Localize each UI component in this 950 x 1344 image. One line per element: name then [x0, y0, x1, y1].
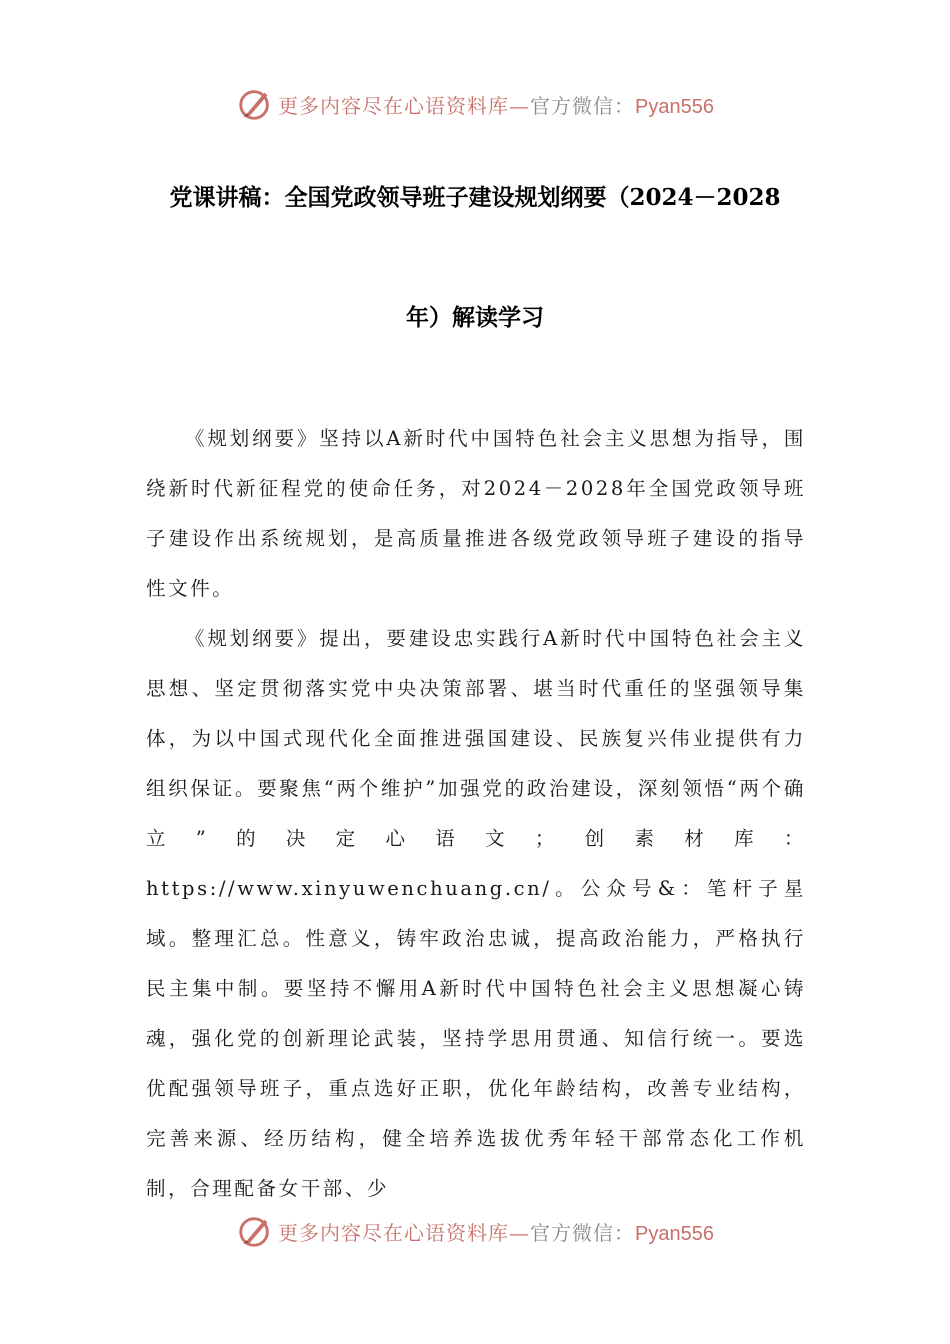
paragraph-2: 《规划纲要》提出，要建设忠实践行A新时代中国特色社会主义思想、坚定贯彻落实党中央决策部署、堪当时代重任的坚强领导集体，为以中国式现代化全面推进强国建设、民族复兴伟业提供有力组织保证。要聚焦“两个维护”加强党的政治建设，深刻领悟“两个确立”的决定心语文；创素材库：https://www.xinyuwenchuang.cn/。公众号&：笔杆子星域。整理汇总。性意义，铸牢政治忠诚，提高政治能力，严格执行民主集中制。要坚持不懈用A新时代中国特色社会主义思想凝心铸魂，强化党的创新理论武装，坚持学思用贯通、知信行统一。要选优配强领导班子，重点选好正职，优化年龄结构，改善专业结构，完善来源、经历结构，健全培养选拔优秀年轻干部常态化工作机制，合理配备女干部、少	[146, 627, 806, 1200]
paragraph-1: 《规划纲要》坚持以A新时代中国特色社会主义思想为指导，围绕新时代新征程党的使命任务，对2024－2028年全国党政领导班子建设作出系统规划，是高质量推进各级党政领导班子建设的指导性文件。	[146, 427, 806, 600]
header-watermark-banner	[0, 84, 950, 124]
watermark-text: 更多内容尽在心语资料库—官方微信：Pyan556	[278, 93, 714, 118]
document-body	[146, 414, 806, 1214]
quill-logo-icon	[236, 1212, 274, 1250]
watermark-text: 更多内容尽在心语资料库—官方微信：Pyan556	[278, 1220, 714, 1245]
document-title-line-2: 年）解读学习	[406, 304, 544, 331]
document-title-line-1: 党课讲稿：全国党政领导班子建设规划纲要（2024－2028	[169, 184, 781, 211]
quill-logo-icon	[236, 85, 274, 123]
footer-watermark-banner	[0, 1211, 950, 1251]
